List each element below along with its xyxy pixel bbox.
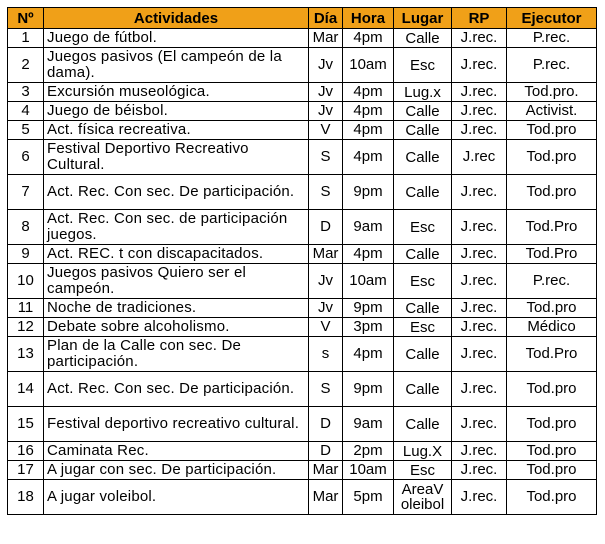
cell-rp: J.rec. (452, 372, 507, 407)
cell-executor: Tod.pro (507, 372, 597, 407)
cell-place: Calle (394, 102, 452, 121)
cell-executor: Tod.Pro (507, 210, 597, 245)
cell-number: 6 (8, 140, 44, 175)
header-activities: Actividades (44, 8, 309, 29)
header-place: Lugar (394, 8, 452, 29)
cell-executor: Tod.pro (507, 121, 597, 140)
cell-day: D (309, 407, 343, 442)
table-row (8, 318, 597, 337)
cell-executor: Tod.pro (507, 407, 597, 442)
cell-day: S (309, 175, 343, 210)
cell-time: 10am (343, 48, 394, 83)
cell-number: 13 (8, 337, 44, 372)
cell-day: Mar (309, 480, 343, 515)
table-row (8, 407, 597, 442)
cell-day: s (309, 337, 343, 372)
table-row (8, 121, 597, 140)
cell-activity: Act. Rec. Con sec. De participación. (44, 175, 309, 210)
cell-activity: Noche de tradiciones. (44, 299, 309, 318)
cell-time: 3pm (343, 318, 394, 337)
cell-place: Esc (394, 264, 452, 299)
cell-day: D (309, 442, 343, 461)
cell-time: 4pm (343, 83, 394, 102)
cell-rp: J.rec (452, 140, 507, 175)
cell-number: 2 (8, 48, 44, 83)
table-row (8, 337, 597, 372)
cell-activity: Plan de la Calle con sec. De participación. (44, 337, 309, 372)
header-day: Día (309, 8, 343, 29)
header-rp: RP (452, 8, 507, 29)
cell-time: 4pm (343, 121, 394, 140)
cell-day: Jv (309, 299, 343, 318)
cell-executor: P.rec. (507, 48, 597, 83)
cell-activity: Debate sobre alcoholismo. (44, 318, 309, 337)
cell-number: 3 (8, 83, 44, 102)
table-row (8, 264, 597, 299)
cell-rp: J.rec. (452, 299, 507, 318)
cell-number: 14 (8, 372, 44, 407)
cell-place: Calle (394, 407, 452, 442)
cell-number: 12 (8, 318, 44, 337)
cell-time: 4pm (343, 102, 394, 121)
cell-place: AreaV oleibol (394, 480, 452, 515)
cell-day: V (309, 121, 343, 140)
cell-place: Esc (394, 461, 452, 480)
cell-activity: Act. física recreativa. (44, 121, 309, 140)
cell-place: Calle (394, 245, 452, 264)
cell-executor: Tod.pro (507, 461, 597, 480)
cell-place: Calle (394, 299, 452, 318)
cell-place: Esc (394, 48, 452, 83)
cell-activity: Festival Deportivo Recreativo Cultural. (44, 140, 309, 175)
cell-activity: Juego de fútbol. (44, 29, 309, 48)
cell-rp: J.rec. (452, 121, 507, 140)
cell-number: 11 (8, 299, 44, 318)
cell-rp: J.rec. (452, 461, 507, 480)
header-executor: Ejecutor (507, 8, 597, 29)
table-row (8, 102, 597, 121)
cell-executor: Tod.pro (507, 175, 597, 210)
cell-number: 4 (8, 102, 44, 121)
cell-executor: Médico (507, 318, 597, 337)
cell-rp: J.rec. (452, 83, 507, 102)
cell-day: Jv (309, 102, 343, 121)
cell-executor: Tod.pro. (507, 83, 597, 102)
cell-number: 17 (8, 461, 44, 480)
cell-day: V (309, 318, 343, 337)
header-number: Nº (8, 8, 44, 29)
table-row (8, 140, 597, 175)
cell-rp: J.rec. (452, 264, 507, 299)
cell-number: 16 (8, 442, 44, 461)
cell-activity: Excursión museológica. (44, 83, 309, 102)
cell-rp: J.rec. (452, 337, 507, 372)
cell-activity: Juego de béisbol. (44, 102, 309, 121)
table-row (8, 480, 597, 515)
cell-activity: A jugar voleibol. (44, 480, 309, 515)
table-row (8, 299, 597, 318)
cell-rp: J.rec. (452, 442, 507, 461)
cell-rp: J.rec. (452, 102, 507, 121)
cell-day: Mar (309, 29, 343, 48)
cell-place: Calle (394, 121, 452, 140)
cell-rp: J.rec. (452, 480, 507, 515)
cell-place: Calle (394, 175, 452, 210)
cell-number: 9 (8, 245, 44, 264)
cell-place: Esc (394, 318, 452, 337)
cell-day: Jv (309, 83, 343, 102)
cell-activity: Act. Rec. Con sec. de participación juegos. (44, 210, 309, 245)
cell-executor: P.rec. (507, 29, 597, 48)
cell-place: Calle (394, 29, 452, 48)
cell-time: 4pm (343, 337, 394, 372)
cell-rp: J.rec. (452, 29, 507, 48)
cell-time: 9pm (343, 372, 394, 407)
table-row (8, 83, 597, 102)
table-row (8, 210, 597, 245)
cell-rp: J.rec. (452, 210, 507, 245)
cell-day: Mar (309, 245, 343, 264)
cell-time: 9pm (343, 299, 394, 318)
table-row (8, 29, 597, 48)
cell-activity: Act. Rec. Con sec. De participación. (44, 372, 309, 407)
cell-activity: Festival deportivo recreativo cultural. (44, 407, 309, 442)
cell-rp: J.rec. (452, 407, 507, 442)
cell-activity: Juegos pasivos Quiero ser el campeón. (44, 264, 309, 299)
cell-number: 7 (8, 175, 44, 210)
cell-executor: Tod.Pro (507, 245, 597, 264)
cell-activity: A jugar con sec. De participación. (44, 461, 309, 480)
cell-number: 15 (8, 407, 44, 442)
cell-place: Lug.x (394, 83, 452, 102)
cell-time: 9pm (343, 175, 394, 210)
table-row (8, 372, 597, 407)
cell-executor: P.rec. (507, 264, 597, 299)
cell-executor: Tod.pro (507, 140, 597, 175)
table-row (8, 461, 597, 480)
cell-time: 4pm (343, 245, 394, 264)
header-time: Hora (343, 8, 394, 29)
cell-activity: Juegos pasivos (El campeón de la dama). (44, 48, 309, 83)
cell-rp: J.rec. (452, 318, 507, 337)
cell-day: S (309, 140, 343, 175)
cell-executor: Tod.pro (507, 480, 597, 515)
cell-day: Mar (309, 461, 343, 480)
cell-number: 1 (8, 29, 44, 48)
cell-executor: Tod.pro (507, 442, 597, 461)
cell-executor: Tod.pro (507, 299, 597, 318)
cell-rp: J.rec. (452, 175, 507, 210)
header-row (8, 8, 597, 29)
cell-place: Calle (394, 140, 452, 175)
cell-number: 8 (8, 210, 44, 245)
cell-place: Lug.X (394, 442, 452, 461)
table-row (8, 175, 597, 210)
cell-place: Esc (394, 210, 452, 245)
cell-time: 4pm (343, 29, 394, 48)
cell-time: 10am (343, 461, 394, 480)
cell-time: 5pm (343, 480, 394, 515)
cell-day: S (309, 372, 343, 407)
cell-place: Calle (394, 372, 452, 407)
cell-time: 2pm (343, 442, 394, 461)
cell-time: 9am (343, 210, 394, 245)
cell-rp: J.rec. (452, 245, 507, 264)
cell-number: 5 (8, 121, 44, 140)
cell-executor: Tod.Pro (507, 337, 597, 372)
cell-number: 18 (8, 480, 44, 515)
table-row (8, 442, 597, 461)
cell-time: 10am (343, 264, 394, 299)
table-row (8, 48, 597, 83)
cell-day: D (309, 210, 343, 245)
cell-rp: J.rec. (452, 48, 507, 83)
cell-number: 10 (8, 264, 44, 299)
cell-place: Calle (394, 337, 452, 372)
cell-time: 4pm (343, 140, 394, 175)
table-row (8, 245, 597, 264)
cell-executor: Activist. (507, 102, 597, 121)
cell-activity: Act. REC. t con discapacitados. (44, 245, 309, 264)
cell-day: Jv (309, 264, 343, 299)
cell-activity: Caminata Rec. (44, 442, 309, 461)
activities-table (7, 7, 597, 515)
cell-time: 9am (343, 407, 394, 442)
cell-day: Jv (309, 48, 343, 83)
